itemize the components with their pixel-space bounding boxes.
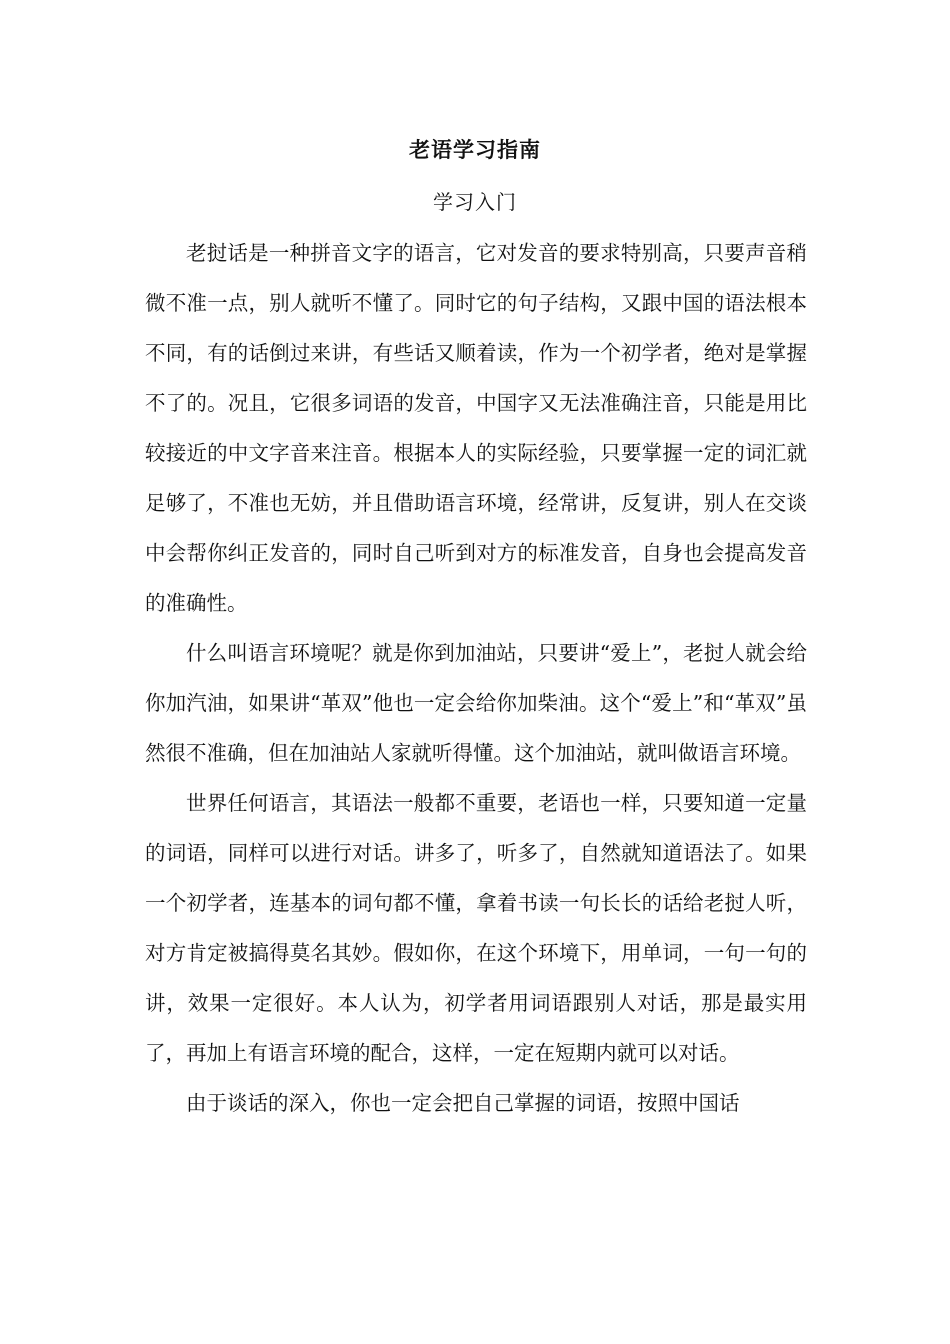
- document-subtitle: 学习入门: [433, 190, 517, 214]
- paragraph-2: 什么叫语言环境呢？就是你到加油站，只要讲“爱上”，老挝人就会给你加汽油，如果讲“革双”他也一定会给你加柴油。这个“爱上”和“革双”虽然很不准确，但在加油站人家就听得懂。这个加油站，就叫做语言环境。: [145, 641, 807, 765]
- document-title: 老语学习指南: [409, 137, 541, 162]
- paragraph-1: 老挝话是一种拼音文字的语言，它对发音的要求特别高，只要声音稍微不准一点，别人就听不懂了。同时它的句子结构，又跟中国的语法根本不同，有的话倒过来讲，有些话又顺着读，作为一个初学者，绝对是掌握不了的。况且，它很多词语的发音，中国字又无法准确注音，只能是用比较接近的中文字音来注音。根据本人的实际经验，只要掌握一定的词汇就足够了，不准也无妨，并且借助语言环境，经常讲，反复讲，别人在交谈中会帮你纠正发音的，同时自己听到对方的标准发音，自身也会提高发音的准确性。: [145, 241, 807, 615]
- paragraph-4: 由于谈话的深入，你也一定会把自己掌握的词语，按照中国话: [186, 1091, 740, 1115]
- document-body: [145, 228, 807, 1128]
- paragraph-3: 世界任何语言，其语法一般都不重要，老语也一样，只要知道一定量的词语，同样可以进行对话。讲多了，听多了，自然就知道语法了。如果一个初学者，连基本的词句都不懂，拿着书读一句长长的话给老挝人听，对方肯定被搞得莫名其妙。假如你，在这个环境下，用单词，一句一句的讲，效果一定很好。本人认为，初学者用词语跟别人对话，那是最实用了，再加上有语言环境的配合，这样，一定在短期内就可以对话。: [145, 791, 807, 1065]
